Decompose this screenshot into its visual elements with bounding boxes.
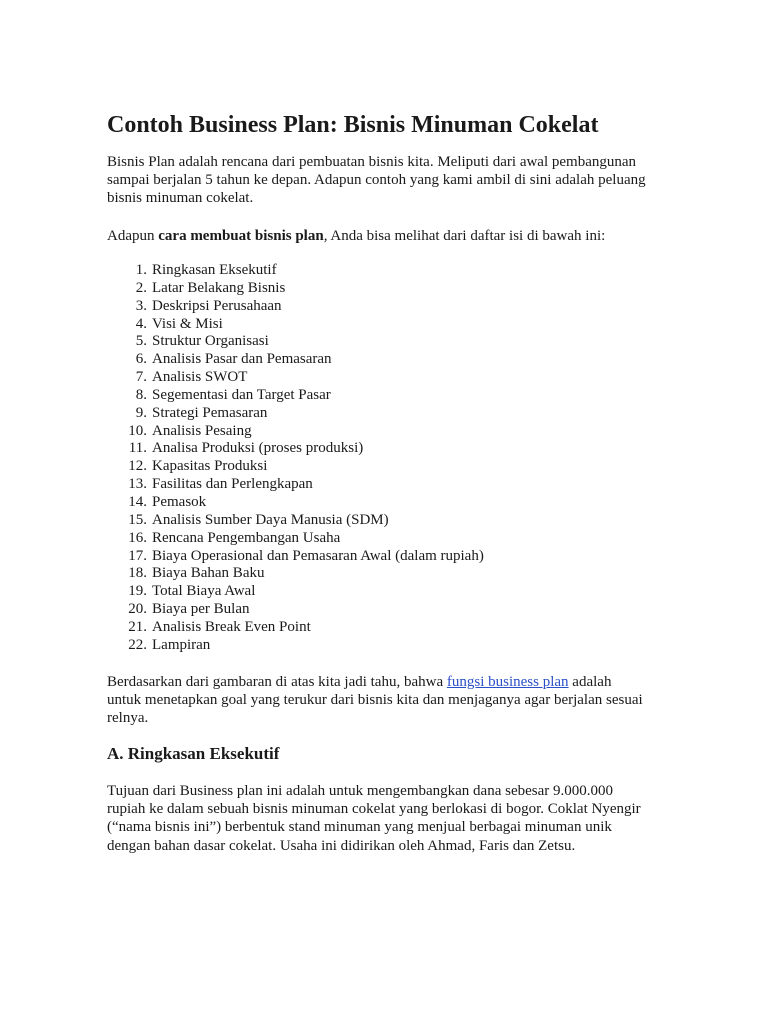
list-item-number: 10. <box>128 422 147 439</box>
list-item-number: 19. <box>128 583 147 600</box>
list-item-number: 17. <box>128 547 147 564</box>
list-item-number: 14. <box>128 493 147 510</box>
list-item-label: Struktur Organisasi <box>152 333 269 350</box>
list-item-number: 22. <box>128 636 147 653</box>
list-item-label: Fasilitas dan Perlengkapan <box>152 476 313 493</box>
conclusion-text-after: adalah untuk menetapkan goal yang terukur dari bisnis kita dan menjaganya agar berjalan sesuai relnya. <box>107 674 643 727</box>
list-item-number: 5. <box>135 333 147 350</box>
list-item <box>107 405 484 423</box>
intro-paragraph: Bisnis Plan adalah rencana dari pembuatan bisnis kita. Meliputi dari awal pembangunan sampai berjalan 5 tahun ke depan. Adapun contoh yang kami ambil di sini adalah peluang bisnis minuman cokelat. <box>107 154 646 207</box>
list-item <box>107 369 484 387</box>
list-item <box>107 601 484 619</box>
list-item-label: Biaya Bahan Baku <box>152 565 265 582</box>
list-item <box>107 333 484 351</box>
list-item-number: 18. <box>128 565 147 582</box>
list-item-label: Total Biaya Awal <box>152 583 256 600</box>
page-title: Contoh Business Plan: Bisnis Minuman Cokelat <box>107 112 599 138</box>
lead-paragraph <box>107 227 647 245</box>
list-item <box>107 387 484 405</box>
list-item <box>107 494 484 512</box>
list-item-number: 21. <box>128 618 147 635</box>
list-item <box>107 548 484 566</box>
table-of-contents-list <box>107 262 484 655</box>
list-item-label: Analisis SWOT <box>152 369 248 386</box>
conclusion-paragraph <box>107 673 647 728</box>
list-item-label: Analisa Produksi (proses produksi) <box>152 440 364 457</box>
list-item-number: 4. <box>135 315 147 332</box>
list-item-label: Rencana Pengembangan Usaha <box>152 529 341 546</box>
list-item-label: Ringkasan Eksekutif <box>152 262 277 278</box>
list-item-label: Strategi Pemasaran <box>152 404 268 421</box>
list-item <box>107 316 484 334</box>
list-item <box>107 565 484 583</box>
conclusion-text-before: Berdasarkan dari gambaran di atas kita jadi tahu, bahwa <box>107 674 447 690</box>
list-item-number: 13. <box>128 476 147 493</box>
list-item-number: 8. <box>135 386 147 403</box>
list-item-number: 6. <box>135 351 147 368</box>
list-item <box>107 423 484 441</box>
list-item-label: Biaya per Bulan <box>152 601 250 618</box>
list-item-number: 12. <box>128 458 147 475</box>
list-item <box>107 476 484 494</box>
lead-text-before: Adapun <box>107 228 159 244</box>
list-item-number: 9. <box>135 404 147 421</box>
list-item-label: Analisis Pasar dan Pemasaran <box>152 351 332 368</box>
list-item <box>107 583 484 601</box>
list-item <box>107 530 484 548</box>
list-item-number: 11. <box>128 440 147 457</box>
section-heading-executive-summary: A. Ringkasan Eksekutif <box>107 744 280 763</box>
list-item-number: 16. <box>128 529 147 546</box>
list-item <box>107 512 484 530</box>
list-item-label: Analisis Sumber Daya Manusia (SDM) <box>152 511 389 528</box>
list-item <box>107 262 484 280</box>
list-item-label: Pemasok <box>152 493 207 510</box>
lead-bold-phrase: cara membuat bisnis plan <box>158 228 324 244</box>
list-item-label: Deskripsi Perusahaan <box>152 297 282 314</box>
list-item-label: Latar Belakang Bisnis <box>152 279 286 296</box>
business-plan-function-link[interactable]: fungsi business plan <box>446 674 569 690</box>
list-item-label: Analisis Break Even Point <box>152 618 311 635</box>
lead-text-after: , Anda bisa melihat dari daftar isi di bawah ini: <box>323 228 606 244</box>
list-item <box>107 637 484 655</box>
list-item-number: 2. <box>135 279 147 296</box>
list-item-number: 3. <box>135 297 147 314</box>
list-item <box>107 440 484 458</box>
list-item <box>107 619 484 637</box>
executive-summary-paragraph: Tujuan dari Business plan ini adalah untuk mengembangkan dana sebesar 9.000.000 rupiah ke dalam sebuah bisnis minuman cokelat yang berlokasi di bogor. Coklat Nyengir (“nama bisnis ini”) berbentuk stand minuman yang menjual berbagai minuman unik dengan bahan dasar cokelat. Usaha ini didirikan oleh Ahmad, Faris dan Zetsu. <box>107 783 641 854</box>
list-item-label: Visi & Misi <box>152 315 223 332</box>
list-item <box>107 351 484 369</box>
list-item <box>107 298 484 316</box>
list-item-number: 20. <box>128 601 147 618</box>
list-item <box>107 458 484 476</box>
list-item-number: 7. <box>135 369 147 386</box>
list-item <box>107 280 484 298</box>
list-item-label: Kapasitas Produksi <box>152 458 268 475</box>
list-item-label: Segementasi dan Target Pasar <box>152 386 331 403</box>
list-item-label: Lampiran <box>152 636 211 653</box>
list-item-label: Analisis Pesaing <box>152 422 252 439</box>
list-item-label: Biaya Operasional dan Pemasaran Awal (dalam rupiah) <box>152 547 484 564</box>
list-item-number: 15. <box>128 511 147 528</box>
list-item-number: 1. <box>135 262 147 278</box>
